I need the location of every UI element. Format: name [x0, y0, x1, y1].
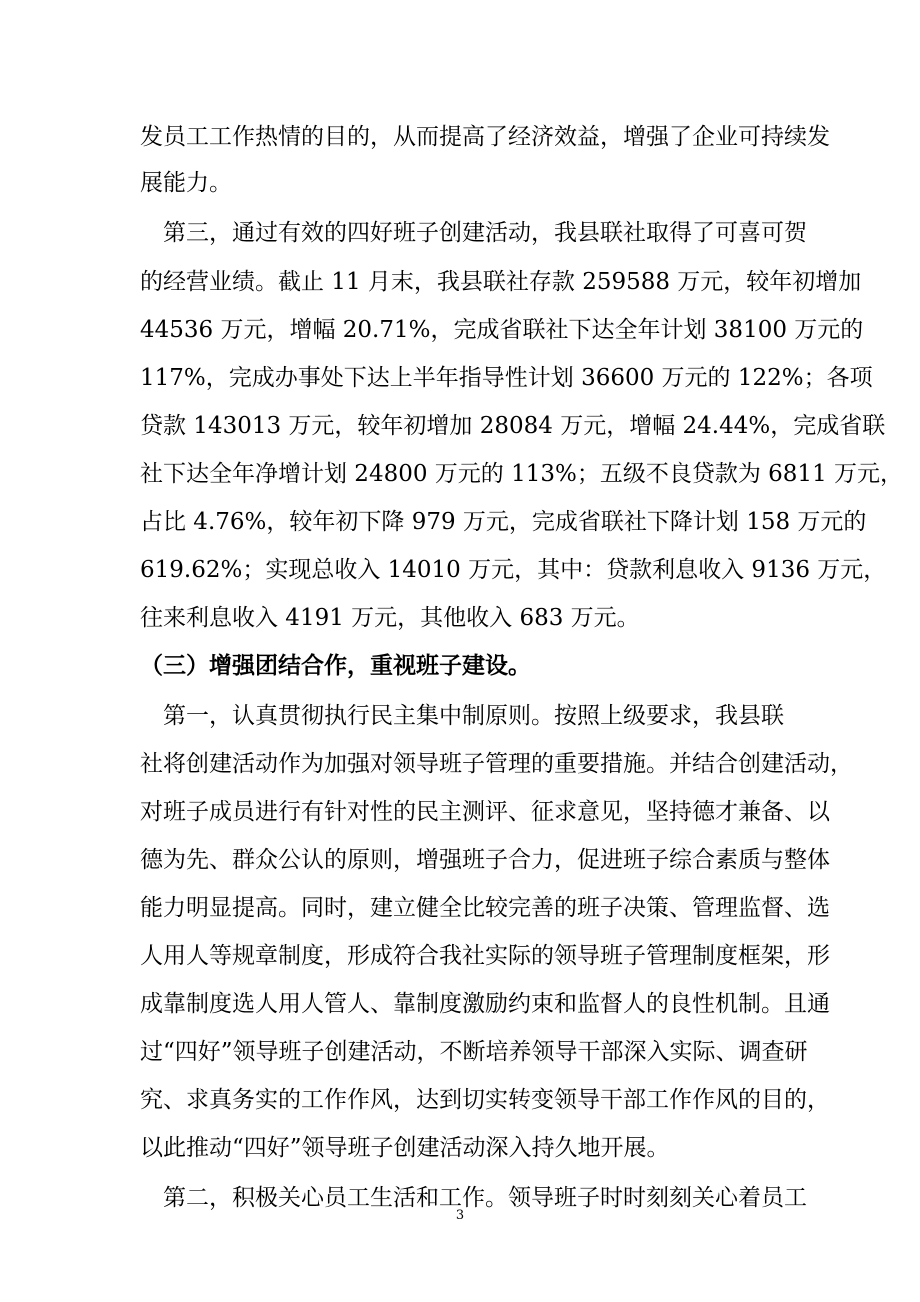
paragraph-line: 德为先、群众公认的原则，增强班子合力，促进班子综合素质与整体: [140, 847, 830, 873]
paragraph-line: 人用人等规章制度，形成符合我社实际的领导班子管理制度框架，形: [140, 943, 830, 969]
paragraph-line: 117%，完成办事处下达上半年指导性计划 36600 万元的 122%；各项: [140, 365, 873, 391]
paragraph-line: 社将创建活动作为加强对领导班子管理的重要措施。并结合创建活动，: [140, 751, 853, 777]
paragraph-line: 成靠制度选人用人管人、靠制度激励约束和监督人的良性机制。且通: [140, 991, 830, 1017]
paragraph-line: 44536 万元，增幅 20.71%，完成省联社下达全年计划 38100 万元的: [140, 317, 864, 343]
paragraph-line: 社下达全年净增计划 24800 万元的 113%；五级不良贷款为 6811 万元，: [140, 461, 904, 487]
paragraph-line: 对班子成员进行有针对性的民主测评、征求意见，坚持德才兼备、以: [140, 799, 830, 825]
paragraph-line: 619.62%；实现总收入 14010 万元，其中：贷款利息收入 9136 万元，: [140, 557, 887, 583]
section-heading: （三）增强团结合作，重视班子建设。: [140, 652, 531, 679]
paragraph-line: 究、求真务实的工作作风，达到切实转变领导干部工作作风的目的，: [140, 1087, 830, 1113]
paragraph-line: 过“四好”领导班子创建活动，不断培养领导干部深入实际、调查研: [140, 1039, 808, 1065]
paragraph-line: 展能力。: [140, 170, 232, 196]
paragraph-line: 往来利息收入 4191 万元，其他收入 683 万元。: [140, 605, 640, 631]
paragraph-line: 第一，认真贯彻执行民主集中制原则。按照上级要求，我县联: [140, 703, 784, 729]
paragraph-line: 发员工工作热情的目的，从而提高了经济效益，增强了企业可持续发: [140, 124, 830, 150]
paragraph-line: 的经营业绩。截止 11 月末，我县联社存款 259588 万元，较年初增加: [140, 269, 862, 295]
paragraph-line: 第三，通过有效的四好班子创建活动，我县联社取得了可喜可贺: [140, 220, 807, 246]
paragraph-line: 能力明显提高。同时，建立健全比较完善的班子决策、管理监督、选: [140, 895, 830, 921]
paragraph-line: 第二，积极关心员工生活和工作。领导班子时时刻刻关心着员工: [140, 1185, 807, 1211]
paragraph-line: 贷款 143013 万元，较年初增加 28084 万元，增幅 24.44%，完成省联: [140, 413, 886, 439]
page-number: 3: [455, 1208, 465, 1223]
paragraph-line: 以此推动“四好”领导班子创建活动深入持久地开展。: [140, 1135, 670, 1161]
paragraph-line: 占比 4.76%，较年初下降 979 万元，完成省联社下降计划 158 万元的: [140, 509, 867, 535]
